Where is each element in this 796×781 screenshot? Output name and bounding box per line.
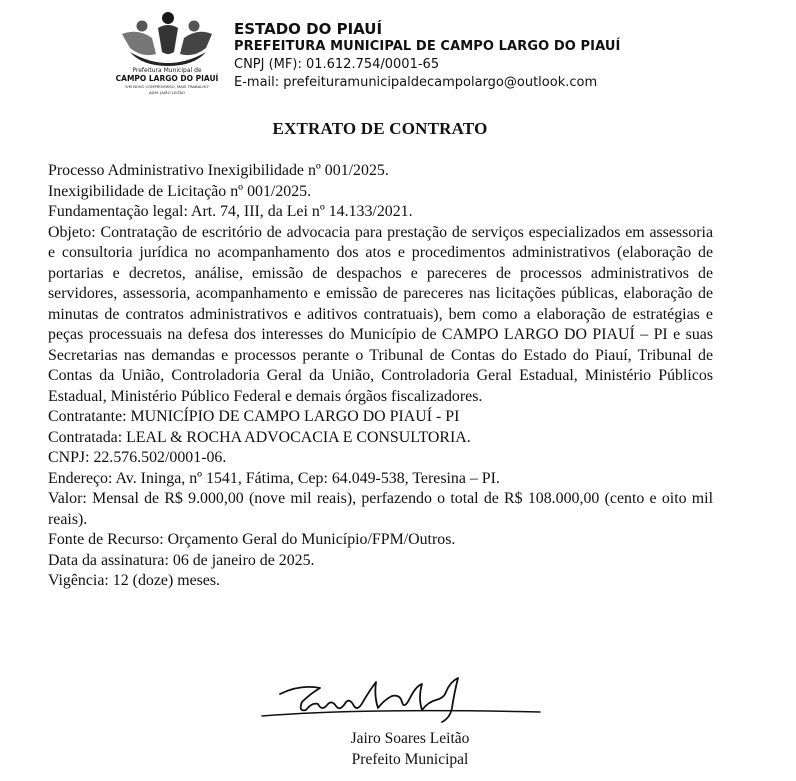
- letterhead-text: [234, 20, 620, 92]
- logo-text-4: ADM: JAIRO LEITÃO: [148, 90, 186, 95]
- prefeitura-email: E-mail: prefeituramunicipaldecampolargo@outlook.com: [234, 75, 598, 90]
- logo-text-3: "UM NOVO COMPROMISSO, MAIS TRABALHO": [124, 84, 210, 89]
- logo-text-2: CAMPO LARGO DO PIAUÍ: [115, 74, 219, 83]
- contratada-line: Contratada: LEAL & ROCHA ADVOCACIA E CONSULTORIA.: [48, 428, 471, 446]
- logo-text-1: Prefeitura Municipal de: [132, 67, 202, 74]
- cnpj-line: CNPJ: 22.576.502/0001-06.: [48, 449, 227, 466]
- inexigibilidade-line: Inexigibilidade de Licitação nº 001/2025.: [48, 182, 312, 200]
- prefeitura-name: PREFEITURA MUNICIPAL DE CAMPO LARGO DO PIAUÍ: [234, 39, 621, 54]
- contratante-line: Contratante: MUNICÍPIO DE CAMPO LARGO DO PIAUÍ - PI: [48, 408, 460, 425]
- contract-extract-body: [48, 161, 713, 592]
- signatory-name: Jairo Soares Leitão: [350, 730, 470, 747]
- objeto-paragraph: Objeto: Contratação de escritório de advocacia para prestação de serviços especializados em assessoria e consultoria jurídica no acompanhamento dos atos e procedimentos administrativos (elaboração de portarias e decretos, análise, emissão de despachos e pareceres de processos administrativos de servidores, assessoria, acompanhamento e emissão de pareceres nas licitações públicas, elaboração de minutas de contratos administrativos e aditivos contratuais), bem como a elaboração de estratégias e peças processuais na defesa dos interesses do Município de CAMPO LARGO DO PIAUÍ – PI e suas Secretarias nas demandas e processos perante o Tribunal de Contas do Estado do Piauí, Tribunal de Contas da União, Controladoria Geral da União, Controladoria Geral Estadual, Ministério Públicos Estadual, Ministério Público Federal e demais órgãos fiscalizadores.: [48, 223, 713, 405]
- prefeitura-logo: [108, 8, 226, 100]
- signature-block: [240, 672, 580, 772]
- data-assinatura-line: Data da assinatura: 06 de janeiro de 2025.: [48, 551, 315, 569]
- processo-line: Processo Administrativo Inexigibilidade nº 001/2025.: [48, 162, 389, 179]
- signatory-role: Prefeito Municipal: [351, 751, 469, 768]
- handwritten-signature: [240, 672, 580, 728]
- fonte-line: Fonte de Recurso: Orçamento Geral do Município/FPM/Outros.: [48, 531, 456, 548]
- vigencia-line: Vigência: 12 (doze) meses.: [48, 572, 221, 589]
- fundamentacao-line: Fundamentação legal: Art. 74, III, da Lei nº 14.133/2021.: [48, 203, 413, 220]
- endereco-line: Endereço: Av. Ininga, nº 1541, Fátima, Cep: 64.049-538, Teresina – PI.: [48, 469, 500, 487]
- letterhead: [108, 8, 788, 104]
- state-name: ESTADO DO PIAUÍ: [234, 20, 383, 38]
- document-title: EXTRATO DE CONTRATO: [272, 119, 488, 138]
- prefeitura-cnpj: CNPJ (MF): 01.612.754/0001-65: [234, 57, 440, 72]
- valor-paragraph: Valor: Mensal de R$ 9.000,00 (nove mil reais), perfazendo o total de R$ 108.000,00 (cento e oito mil reais).: [48, 490, 713, 528]
